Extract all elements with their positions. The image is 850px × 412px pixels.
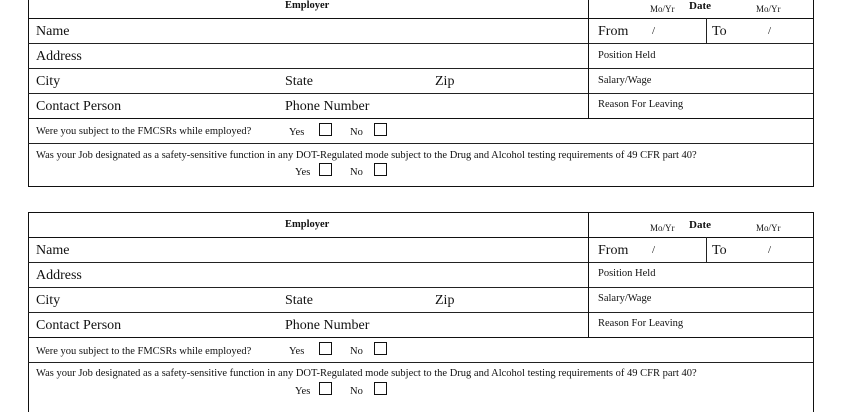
fmcsr-question: Were you subject to the FMCSRs while employed? [36, 126, 252, 137]
header-bottom-rule [28, 237, 813, 238]
position-held-label: Position Held [598, 50, 656, 61]
fmcsr-yes-label: Yes [289, 346, 305, 357]
salary-wage-label: Salary/Wage [598, 293, 652, 304]
section-bottom-rule [28, 186, 813, 187]
from-slash: / [652, 25, 656, 37]
row-rule [28, 262, 813, 263]
date-heading: Date [689, 219, 711, 231]
mo-yr-label-right: Mo/Yr [756, 4, 781, 14]
dot-yes-label: Yes [295, 386, 311, 397]
address-label: Address [36, 268, 82, 283]
employer-section-1 [28, 0, 813, 187]
city-label: City [36, 293, 61, 308]
state-label: State [285, 74, 313, 89]
dot-yes-checkbox[interactable] [319, 382, 332, 395]
row-rule [28, 143, 813, 144]
phone-number-label: Phone Number [285, 318, 370, 333]
row-rule [28, 312, 813, 313]
dot-no-label: No [350, 386, 363, 397]
dot-question: Was your Job designated as a safety-sensitive function in any DOT-Regulated mode subject to the Drug and Alcohol testing requirements of 49 CFR part 40? [36, 368, 697, 379]
column-divider [588, 212, 589, 337]
fmcsr-no-label: No [350, 127, 363, 138]
city-label: City [36, 74, 61, 89]
row-rule [28, 362, 813, 363]
to-slash: / [768, 244, 772, 256]
header-bottom-rule [28, 18, 813, 19]
from-label: From [598, 24, 629, 39]
from-slash: / [652, 244, 656, 256]
position-held-label: Position Held [598, 268, 656, 279]
date-heading: Date [689, 0, 711, 12]
from-to-divider [706, 18, 707, 43]
contact-person-label: Contact Person [36, 99, 122, 114]
row-rule [28, 68, 813, 69]
row-rule [28, 43, 813, 44]
name-label: Name [36, 24, 70, 39]
contact-person-label: Contact Person [36, 318, 122, 333]
to-label: To [712, 24, 727, 39]
zip-label: Zip [435, 74, 455, 89]
dot-no-label: No [350, 167, 363, 178]
dot-no-checkbox[interactable] [374, 163, 387, 176]
state-label: State [285, 293, 313, 308]
zip-label: Zip [435, 293, 455, 308]
fmcsr-no-checkbox[interactable] [374, 123, 387, 136]
mo-yr-label-left: Mo/Yr [650, 223, 675, 233]
salary-wage-label: Salary/Wage [598, 75, 652, 86]
employer-section-2 [28, 212, 813, 412]
name-label: Name [36, 243, 70, 258]
row-rule [28, 118, 813, 119]
dot-yes-checkbox[interactable] [319, 163, 332, 176]
reason-for-leaving-label: Reason For Leaving [598, 318, 684, 329]
fmcsr-question: Were you subject to the FMCSRs while employed? [36, 346, 252, 357]
fmcsr-yes-checkbox[interactable] [319, 342, 332, 355]
dot-yes-label: Yes [295, 167, 311, 178]
fmcsr-yes-label: Yes [289, 127, 305, 138]
dot-question: Was your Job designated as a safety-sensitive function in any DOT-Regulated mode subject to the Drug and Alcohol testing requirements of 49 CFR part 40? [36, 150, 697, 161]
dot-no-checkbox[interactable] [374, 382, 387, 395]
fmcsr-yes-checkbox[interactable] [319, 123, 332, 136]
right-border [813, 0, 814, 187]
phone-number-label: Phone Number [285, 99, 370, 114]
row-rule [28, 93, 813, 94]
mo-yr-label-left: Mo/Yr [650, 4, 675, 14]
row-rule [28, 287, 813, 288]
mo-yr-label-right: Mo/Yr [756, 223, 781, 233]
reason-for-leaving-label: Reason For Leaving [598, 99, 684, 110]
fmcsr-no-checkbox[interactable] [374, 342, 387, 355]
row-rule [28, 337, 813, 338]
from-label: From [598, 243, 629, 258]
from-to-divider [706, 237, 707, 262]
column-divider [588, 0, 589, 118]
right-border [813, 212, 814, 412]
to-slash: / [768, 25, 772, 37]
employer-heading: Employer [285, 219, 330, 230]
to-label: To [712, 243, 727, 258]
employer-heading: Employer [285, 0, 330, 11]
fmcsr-no-label: No [350, 346, 363, 357]
section-top-rule [28, 212, 813, 213]
address-label: Address [36, 49, 82, 64]
